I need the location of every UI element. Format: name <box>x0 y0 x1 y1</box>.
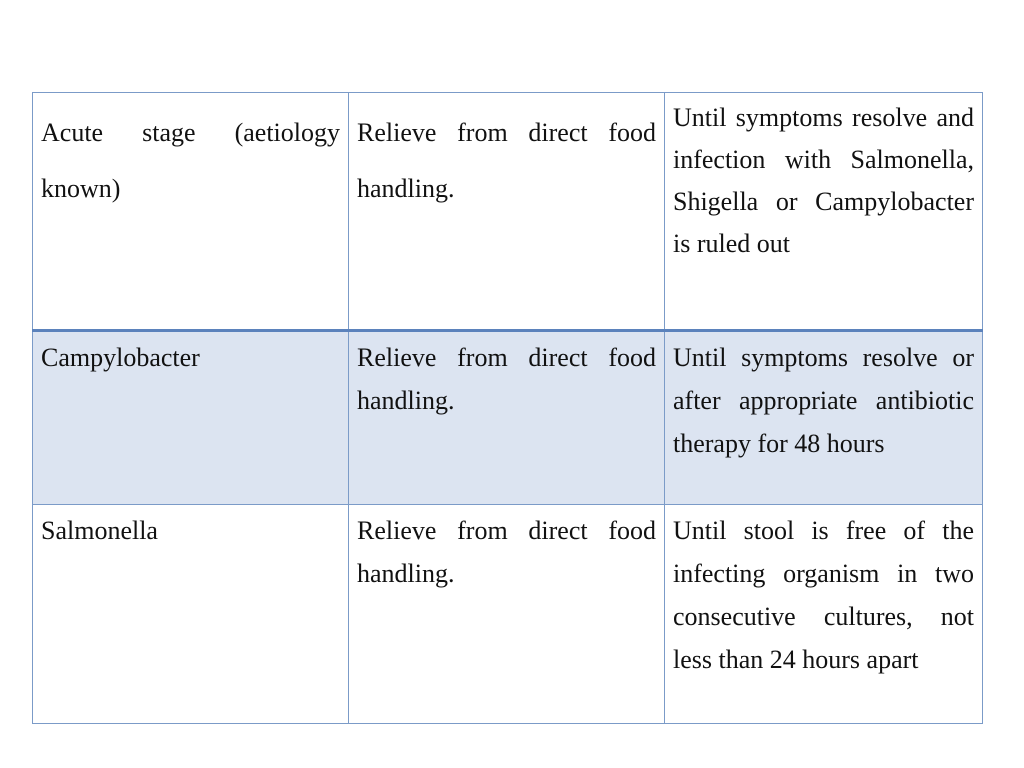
table-row <box>33 505 983 724</box>
duration-cell <box>665 331 983 505</box>
table-row <box>33 331 983 505</box>
duration-cell <box>665 505 983 724</box>
exclusion-table-container <box>32 92 982 724</box>
duration-text: Until symptoms resolve or after appropriate antibiotic therapy for 48 hours <box>673 343 974 458</box>
condition-text: Salmonella <box>41 516 158 545</box>
condition-text: Campylobacter <box>41 343 200 372</box>
action-cell <box>349 331 665 505</box>
action-cell <box>349 93 665 331</box>
condition-cell <box>33 505 349 724</box>
action-text: Relieve from direct food handling. <box>357 516 656 588</box>
action-text: Relieve from direct food handling. <box>357 118 656 203</box>
condition-cell <box>33 93 349 331</box>
duration-text: Until stool is free of the infecting organism in two consecutive cultures, not less than 24 hours apart <box>673 516 974 674</box>
condition-text: Acute stage (aetiology known) <box>41 118 340 203</box>
duration-text: Until symptoms resolve and infection with Salmonella, Shigella or Campylobacter is ruled out <box>673 103 974 258</box>
action-text: Relieve from direct food handling. <box>357 343 656 415</box>
exclusion-table <box>32 92 983 724</box>
action-cell <box>349 505 665 724</box>
table-row <box>33 93 983 331</box>
duration-cell <box>665 93 983 331</box>
condition-cell <box>33 331 349 505</box>
